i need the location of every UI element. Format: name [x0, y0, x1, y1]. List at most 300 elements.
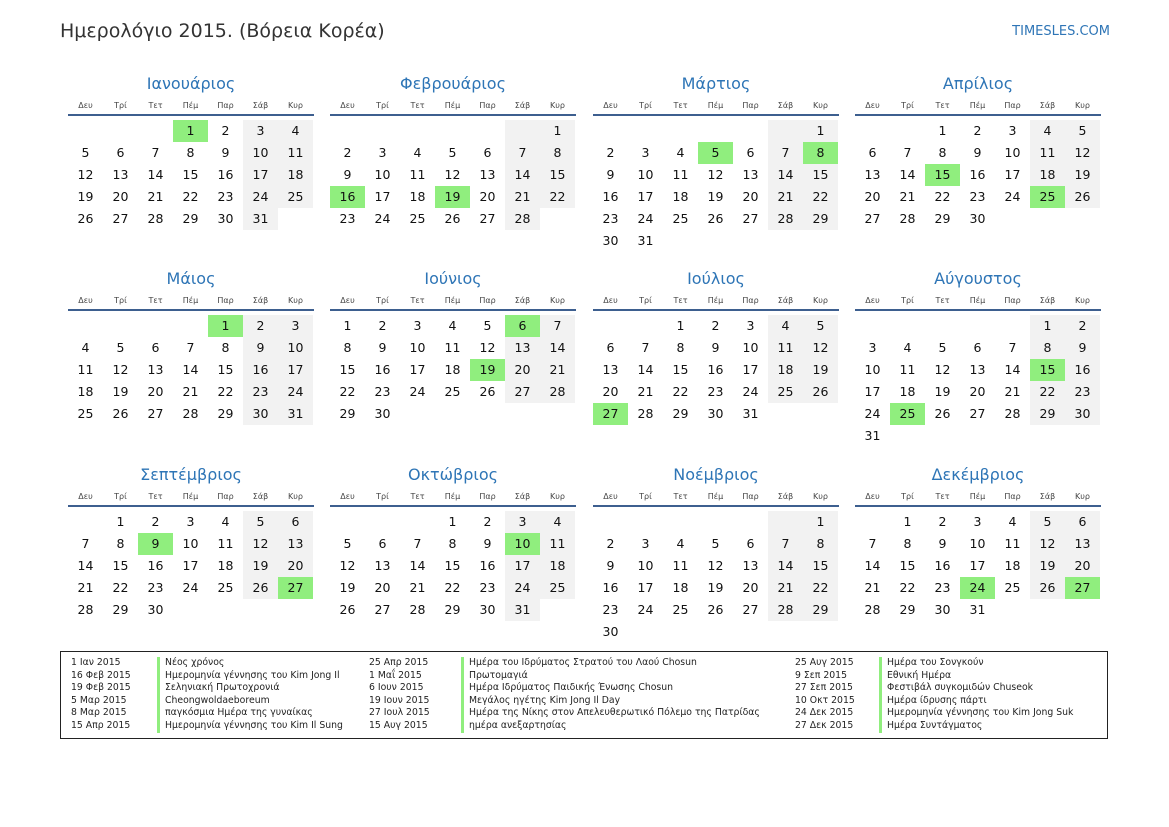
day-cell: 21 — [899, 189, 916, 204]
day-cell: 24 — [505, 577, 540, 599]
holiday-day-cell: 16 — [330, 186, 365, 208]
day-cell: 23 — [602, 602, 619, 617]
day-cell: 21 — [409, 580, 426, 595]
day-cell: 8 — [186, 145, 195, 160]
day-cell: 22 — [1030, 381, 1065, 403]
day-cell: 22 — [899, 580, 916, 595]
day-cell: 13 — [1065, 533, 1100, 555]
day-cell: 1 — [448, 514, 457, 529]
days-grid — [593, 315, 839, 425]
holiday-name: Ημέρα του Ιδρύματος Στρατού του Λαού Chosun — [461, 657, 697, 670]
day-cell: 23 — [1065, 381, 1100, 403]
weekday-label: Πέμ — [969, 101, 986, 110]
day-cell: 12 — [1030, 533, 1065, 555]
day-cell: 7 — [768, 533, 803, 555]
day-cell: 10 — [637, 558, 654, 573]
day-cell: 5 — [711, 536, 720, 551]
day-cell: 12 — [339, 558, 356, 573]
day-cell: 11 — [444, 340, 461, 355]
day-cell: 26 — [339, 602, 356, 617]
day-cell: 12 — [803, 337, 838, 359]
day-cell: 28 — [147, 211, 164, 226]
day-cell: 4 — [221, 514, 230, 529]
day-cell: 14 — [77, 558, 94, 573]
month-block — [330, 463, 576, 621]
weekday-label: Δευ — [78, 492, 93, 501]
day-cell: 11 — [77, 362, 94, 377]
weekday-label: Παρ — [217, 101, 234, 110]
empty-cell — [960, 315, 995, 337]
day-cell: 23 — [339, 211, 356, 226]
day-cell: 14 — [182, 362, 199, 377]
day-cell: 30 — [147, 602, 164, 617]
site-link[interactable]: TIMESLES.COM — [1012, 24, 1110, 39]
weekday-label: Σάβ — [777, 492, 794, 501]
weekday-label: Τετ — [410, 101, 425, 110]
month-block — [68, 463, 314, 621]
weekday-label: Παρ — [217, 296, 234, 305]
day-cell: 22 — [672, 384, 689, 399]
day-cell: 30 — [934, 602, 951, 617]
weekday-label: Δευ — [340, 492, 355, 501]
day-cell: 24 — [864, 406, 881, 421]
weekday-label: Κυρ — [813, 101, 828, 110]
holiday-name: Νέος χρόνος — [157, 657, 224, 670]
weekday-label: Παρ — [1004, 492, 1021, 501]
month-block — [593, 72, 839, 252]
day-cell: 24 — [1004, 189, 1021, 204]
day-cell: 10 — [409, 340, 426, 355]
day-cell: 5 — [938, 340, 947, 355]
day-cell: 22 — [112, 580, 129, 595]
day-cell: 4 — [278, 120, 313, 142]
empty-cell — [68, 511, 103, 533]
day-cell: 4 — [1008, 514, 1017, 529]
day-cell: 30 — [243, 403, 278, 425]
holiday-date: 6 Ιουν 2015 — [369, 682, 424, 694]
day-cell: 2 — [151, 514, 160, 529]
day-cell: 29 — [1030, 403, 1065, 425]
weekday-header — [330, 98, 576, 116]
holiday-date: 15 Απρ 2015 — [71, 720, 131, 731]
weekday-label: Τρί — [376, 101, 389, 110]
day-cell: 3 — [641, 536, 650, 551]
weekday-label: Τρί — [639, 296, 652, 305]
holiday-name: Ημέρα ίδρυσης πάρτι — [879, 695, 987, 708]
day-cell: 12 — [1065, 142, 1100, 164]
empty-cell — [733, 511, 768, 533]
day-cell: 22 — [803, 186, 838, 208]
day-cell: 4 — [448, 318, 457, 333]
day-cell: 3 — [186, 514, 195, 529]
day-cell: 12 — [77, 167, 94, 182]
weekday-header — [593, 293, 839, 311]
day-cell: 19 — [707, 580, 724, 595]
day-cell: 26 — [803, 381, 838, 403]
day-cell: 22 — [540, 186, 575, 208]
day-cell: 2 — [243, 315, 278, 337]
day-cell: 22 — [803, 577, 838, 599]
holiday-date: 10 Οκτ 2015 — [795, 694, 855, 706]
weekday-label: Παρ — [479, 296, 496, 305]
day-cell: 15 — [444, 558, 461, 573]
day-cell: 16 — [243, 359, 278, 381]
day-cell: 5 — [81, 145, 90, 160]
weekday-label: Σάβ — [252, 101, 269, 110]
day-cell: 21 — [637, 384, 654, 399]
day-cell: 9 — [378, 340, 387, 355]
month-name: Απρίλιος — [942, 74, 1014, 93]
day-cell: 23 — [243, 381, 278, 403]
day-cell: 16 — [147, 558, 164, 573]
day-cell: 16 — [1065, 359, 1100, 381]
day-cell: 15 — [899, 558, 916, 573]
day-cell: 28 — [768, 599, 803, 621]
day-cell: 17 — [637, 189, 654, 204]
day-cell: 24 — [243, 186, 278, 208]
day-cell: 18 — [217, 558, 234, 573]
weekday-label: Τρί — [114, 296, 127, 305]
empty-cell — [68, 315, 103, 337]
day-cell: 5 — [483, 318, 492, 333]
month-name: Αύγουστος — [934, 269, 1022, 288]
day-cell: 21 — [505, 186, 540, 208]
day-cell: 19 — [112, 384, 129, 399]
weekday-label: Τρί — [901, 101, 914, 110]
empty-cell — [330, 120, 365, 142]
day-cell: 20 — [602, 384, 619, 399]
days-grid — [68, 315, 314, 425]
weekday-label: Κυρ — [288, 296, 303, 305]
holiday-day-cell: 19 — [435, 186, 470, 208]
day-cell: 3 — [746, 318, 755, 333]
weekday-header — [593, 489, 839, 507]
weekday-header — [593, 98, 839, 116]
day-cell: 4 — [676, 536, 685, 551]
day-cell: 29 — [112, 602, 129, 617]
empty-cell — [925, 315, 960, 337]
weekday-label: Τετ — [673, 101, 688, 110]
day-cell: 8 — [116, 536, 125, 551]
day-cell: 23 — [217, 189, 234, 204]
day-cell: 17 — [374, 189, 391, 204]
day-cell: 9 — [938, 536, 947, 551]
day-cell: 25 — [672, 602, 689, 617]
weekday-label: Πέμ — [444, 296, 461, 305]
holiday-date: 27 Σεπ 2015 — [795, 682, 853, 694]
day-cell: 26 — [707, 211, 724, 226]
day-cell: 2 — [221, 123, 230, 138]
day-cell: 12 — [707, 167, 724, 182]
day-cell: 23 — [934, 580, 951, 595]
day-cell: 27 — [742, 211, 759, 226]
holiday-date: 24 Δεκ 2015 — [795, 707, 854, 719]
empty-cell — [855, 120, 890, 142]
day-cell: 29 — [803, 208, 838, 230]
empty-cell — [435, 120, 470, 142]
day-cell: 9 — [973, 145, 982, 160]
month-name: Φεβρουάριος — [400, 74, 506, 93]
day-cell: 25 — [217, 580, 234, 595]
day-cell: 6 — [973, 340, 982, 355]
day-cell: 26 — [1030, 577, 1065, 599]
day-cell: 11 — [672, 167, 689, 182]
day-cell: 18 — [672, 580, 689, 595]
day-cell: 6 — [746, 145, 755, 160]
month-name: Ιούλιος — [687, 269, 745, 288]
day-cell: 3 — [1008, 123, 1017, 138]
day-cell: 9 — [243, 337, 278, 359]
month-name: Μάιος — [166, 269, 216, 288]
day-cell: 2 — [343, 145, 352, 160]
day-cell: 27 — [969, 406, 986, 421]
holiday-date: 25 Απρ 2015 — [369, 657, 429, 668]
holiday-date: 27 Δεκ 2015 — [795, 720, 854, 731]
weekday-label: Πέμ — [444, 101, 461, 110]
day-cell: 17 — [864, 384, 881, 399]
day-cell: 5 — [1030, 511, 1065, 533]
day-cell: 14 — [637, 362, 654, 377]
day-cell: 20 — [864, 189, 881, 204]
day-cell: 28 — [540, 381, 575, 403]
holiday-day-cell: 1 — [173, 120, 208, 142]
day-cell: 4 — [540, 511, 575, 533]
holiday-day-cell: 1 — [208, 315, 243, 337]
day-cell: 16 — [479, 558, 496, 573]
day-cell: 14 — [1004, 362, 1021, 377]
holiday-name: Εθνική Ημέρα — [879, 670, 951, 683]
day-cell: 5 — [116, 340, 125, 355]
day-cell: 20 — [112, 189, 129, 204]
day-cell: 5 — [448, 145, 457, 160]
empty-cell — [890, 120, 925, 142]
day-cell: 6 — [868, 145, 877, 160]
weekday-label: Κυρ — [550, 101, 565, 110]
weekday-label: Σάβ — [1039, 296, 1056, 305]
empty-cell — [768, 511, 803, 533]
holiday-day-cell: 27 — [1065, 577, 1100, 599]
day-cell: 10 — [182, 536, 199, 551]
day-cell: 21 — [768, 186, 803, 208]
day-cell: 18 — [672, 189, 689, 204]
days-grid — [330, 315, 576, 425]
day-cell: 31 — [864, 428, 881, 443]
day-cell: 22 — [444, 580, 461, 595]
weekday-label: Παρ — [1004, 101, 1021, 110]
day-cell: 3 — [378, 145, 387, 160]
day-cell: 1 — [903, 514, 912, 529]
day-cell: 24 — [409, 384, 426, 399]
weekday-label: Σάβ — [514, 101, 531, 110]
day-cell: 6 — [606, 340, 615, 355]
holiday-name: Cheongwoldaeboreum — [157, 695, 270, 708]
day-cell: 20 — [505, 359, 540, 381]
weekday-label: Τετ — [935, 101, 950, 110]
empty-cell — [593, 315, 628, 337]
day-cell: 26 — [479, 384, 496, 399]
weekday-label: Πέμ — [182, 296, 199, 305]
weekday-label: Κυρ — [813, 296, 828, 305]
day-cell: 17 — [742, 362, 759, 377]
weekday-label: Τετ — [935, 492, 950, 501]
day-cell: 15 — [803, 164, 838, 186]
day-cell: 8 — [803, 533, 838, 555]
day-cell: 17 — [505, 555, 540, 577]
holiday-day-cell: 25 — [1030, 186, 1065, 208]
day-cell: 1 — [676, 318, 685, 333]
weekday-label: Τρί — [114, 492, 127, 501]
weekday-header — [855, 293, 1101, 311]
holiday-date: 15 Αυγ 2015 — [369, 720, 428, 731]
holiday-day-cell: 10 — [505, 533, 540, 555]
day-cell: 25 — [444, 384, 461, 399]
day-cell: 7 — [868, 536, 877, 551]
day-cell: 11 — [217, 536, 234, 551]
day-cell: 3 — [868, 340, 877, 355]
day-cell: 17 — [182, 558, 199, 573]
day-cell: 1 — [343, 318, 352, 333]
day-cell: 30 — [969, 211, 986, 226]
day-cell: 17 — [409, 362, 426, 377]
day-cell: 20 — [479, 189, 496, 204]
day-cell: 4 — [768, 315, 803, 337]
day-cell: 3 — [505, 511, 540, 533]
day-cell: 3 — [278, 315, 313, 337]
weekday-label: Τετ — [935, 296, 950, 305]
day-cell: 2 — [606, 536, 615, 551]
holiday-name: Φεστιβάλ συγκομιδών Chuseok — [879, 682, 1033, 695]
day-cell: 26 — [77, 211, 94, 226]
day-cell: 1 — [803, 511, 838, 533]
day-cell: 1 — [540, 120, 575, 142]
day-cell: 11 — [672, 558, 689, 573]
month-name: Νοέμβριος — [673, 465, 759, 484]
month-name: Ιούνιος — [424, 269, 482, 288]
day-cell: 12 — [444, 167, 461, 182]
day-cell: 28 — [505, 208, 540, 230]
holiday-date: 8 Μαρ 2015 — [71, 707, 127, 719]
day-cell: 31 — [243, 208, 278, 230]
day-cell: 19 — [1065, 164, 1100, 186]
days-grid — [330, 511, 576, 621]
day-cell: 16 — [602, 580, 619, 595]
weekday-label: Δευ — [78, 101, 93, 110]
day-cell: 13 — [602, 362, 619, 377]
day-cell: 2 — [938, 514, 947, 529]
day-cell: 19 — [934, 384, 951, 399]
day-cell: 3 — [973, 514, 982, 529]
weekday-label: Σάβ — [1039, 492, 1056, 501]
day-cell: 28 — [899, 211, 916, 226]
weekday-label: Τρί — [639, 492, 652, 501]
day-cell: 17 — [637, 580, 654, 595]
day-cell: 31 — [505, 599, 540, 621]
day-cell: 7 — [413, 536, 422, 551]
day-cell: 23 — [479, 580, 496, 595]
day-cell: 29 — [182, 211, 199, 226]
holiday-date: 16 Φεβ 2015 — [71, 669, 131, 681]
day-cell: 19 — [77, 189, 94, 204]
weekday-label: Τετ — [673, 492, 688, 501]
empty-cell — [505, 120, 540, 142]
weekday-label: Πέμ — [182, 492, 199, 501]
day-cell: 13 — [147, 362, 164, 377]
day-cell: 18 — [540, 555, 575, 577]
day-cell: 10 — [969, 536, 986, 551]
holiday-date: 19 Ιουν 2015 — [369, 694, 430, 706]
holiday-name: παγκόσμια Ημέρα της γυναίκας — [157, 707, 313, 720]
holiday-day-cell: 25 — [890, 403, 925, 425]
weekday-label: Σάβ — [252, 492, 269, 501]
day-cell: 22 — [182, 189, 199, 204]
day-cell: 2 — [606, 145, 615, 160]
day-cell: 10 — [864, 362, 881, 377]
day-cell: 13 — [112, 167, 129, 182]
page-title: Ημερολόγιο 2015. (Βόρεια Κορέα) — [60, 20, 385, 42]
month-name: Μάρτιος — [681, 74, 751, 93]
day-cell: 6 — [116, 145, 125, 160]
day-cell: 2 — [1065, 315, 1100, 337]
weekday-label: Κυρ — [1075, 101, 1090, 110]
day-cell: 8 — [221, 340, 230, 355]
holiday-date: 25 Αυγ 2015 — [795, 657, 854, 668]
day-cell: 25 — [77, 406, 94, 421]
weekday-label: Δευ — [865, 492, 880, 501]
day-cell: 27 — [742, 602, 759, 617]
weekday-label: Παρ — [479, 492, 496, 501]
weekday-header — [855, 489, 1101, 507]
day-cell: 9 — [1065, 337, 1100, 359]
day-cell: 10 — [278, 337, 313, 359]
day-cell: 15 — [540, 164, 575, 186]
day-cell: 23 — [969, 189, 986, 204]
holiday-day-cell: 6 — [505, 315, 540, 337]
day-cell: 23 — [374, 384, 391, 399]
empty-cell — [68, 120, 103, 142]
empty-cell — [628, 315, 663, 337]
day-cell: 9 — [343, 167, 352, 182]
day-cell: 17 — [278, 359, 313, 381]
day-cell: 15 — [182, 167, 199, 182]
day-cell: 27 — [479, 211, 496, 226]
day-cell: 10 — [374, 167, 391, 182]
day-cell: 13 — [505, 337, 540, 359]
day-cell: 3 — [641, 145, 650, 160]
day-cell: 6 — [483, 145, 492, 160]
day-cell: 26 — [112, 406, 129, 421]
day-cell: 4 — [676, 145, 685, 160]
month-block — [593, 267, 839, 425]
day-cell: 14 — [409, 558, 426, 573]
day-cell: 13 — [969, 362, 986, 377]
days-grid — [593, 511, 839, 643]
weekday-label: Τετ — [410, 296, 425, 305]
days-grid — [330, 120, 576, 230]
day-cell: 7 — [81, 536, 90, 551]
day-cell: 25 — [278, 186, 313, 208]
weekday-label: Παρ — [479, 101, 496, 110]
day-cell: 10 — [243, 142, 278, 164]
day-cell: 29 — [803, 599, 838, 621]
day-cell: 22 — [339, 384, 356, 399]
day-cell: 6 — [746, 536, 755, 551]
day-cell: 21 — [768, 577, 803, 599]
day-cell: 7 — [151, 145, 160, 160]
holiday-name: Ημέρα Συντάγματος — [879, 720, 982, 733]
day-cell: 6 — [151, 340, 160, 355]
day-cell: 19 — [243, 555, 278, 577]
day-cell: 21 — [1004, 384, 1021, 399]
